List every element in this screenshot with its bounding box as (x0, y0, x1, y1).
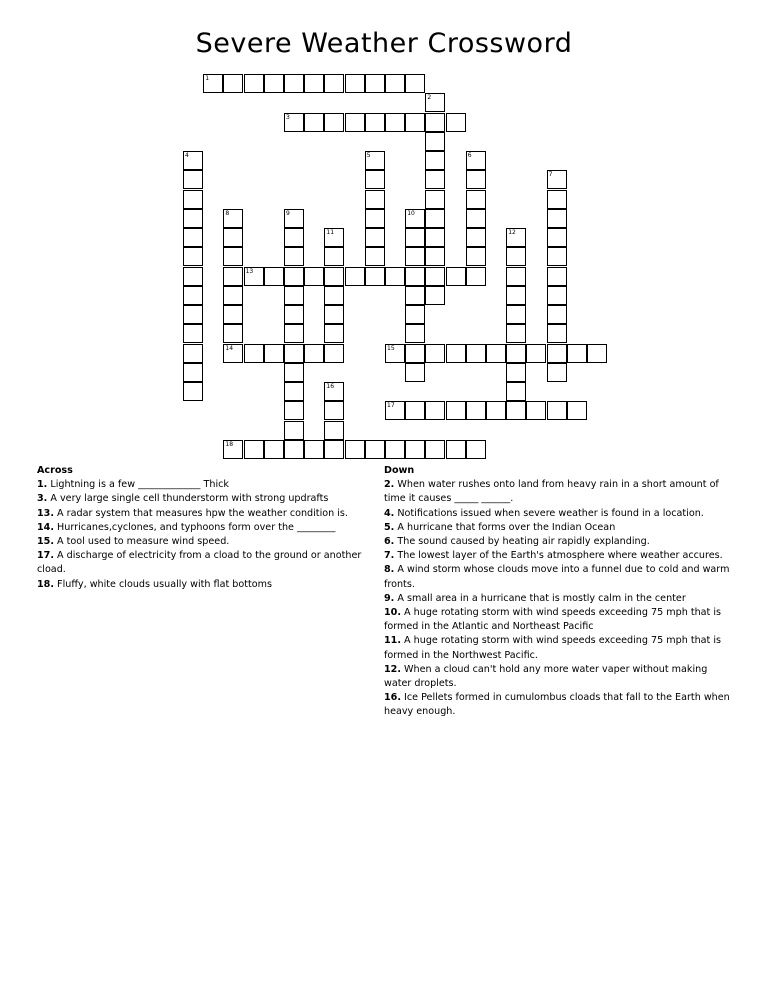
grid-cell[interactable] (324, 113, 344, 132)
cell-number: 8 (225, 209, 230, 217)
grid-cell[interactable] (284, 382, 304, 401)
clue-number: 7. (384, 550, 395, 562)
grid-cell[interactable] (405, 344, 425, 363)
grid-cell[interactable] (547, 363, 567, 382)
grid-cell[interactable] (284, 363, 304, 382)
grid-cell[interactable] (385, 113, 405, 132)
grid-cell[interactable] (506, 286, 526, 305)
grid-cell[interactable] (244, 267, 264, 286)
grid-cell[interactable] (264, 267, 284, 286)
down-clue (384, 634, 734, 662)
grid-cell[interactable] (345, 440, 365, 459)
down-clue (384, 478, 734, 506)
grid-cell[interactable] (567, 344, 587, 363)
clue-number: 18. (37, 578, 54, 590)
grid-cell[interactable] (324, 421, 344, 440)
page-title: Severe Weather Crossword (195, 28, 573, 59)
grid-cell[interactable] (425, 209, 445, 228)
clue-number: 2. (384, 479, 395, 491)
grid-cell[interactable] (425, 440, 445, 459)
clue-text: A huge rotating storm with wind speeds exceeding 75 mph that is formed in the Northwest Pacific. (384, 635, 722, 661)
grid-cell[interactable] (365, 74, 385, 93)
grid-cell[interactable] (405, 401, 425, 420)
grid-cell[interactable] (405, 363, 425, 382)
cell-number: 1 (205, 75, 210, 82)
grid-cell[interactable] (284, 228, 304, 247)
grid-cell[interactable] (183, 382, 203, 401)
down-clue (384, 507, 734, 521)
grid-cell[interactable] (466, 247, 486, 266)
grid-cell[interactable] (183, 305, 203, 324)
grid-cell[interactable] (425, 170, 445, 189)
grid-cell[interactable] (183, 363, 203, 382)
grid-cell[interactable] (365, 190, 385, 209)
grid-cell[interactable] (324, 344, 344, 363)
cell-number: 18 (225, 440, 234, 448)
grid-cell[interactable] (284, 286, 304, 305)
grid-cell[interactable] (486, 401, 506, 420)
grid-cell[interactable] (223, 440, 243, 459)
grid-cell[interactable] (284, 401, 304, 420)
grid-cell[interactable] (405, 324, 425, 343)
grid-cell[interactable] (304, 113, 324, 132)
grid-cell[interactable] (244, 344, 264, 363)
clue-text: A small area in a hurricane that is mostly calm in the center (394, 592, 686, 604)
grid-cell[interactable] (284, 113, 304, 132)
grid-cell[interactable] (425, 401, 445, 420)
grid-cell[interactable] (506, 344, 526, 363)
grid-cell[interactable] (405, 209, 425, 228)
grid-cell[interactable] (345, 113, 365, 132)
grid-cell[interactable] (203, 74, 223, 93)
grid-cell[interactable] (547, 324, 567, 343)
clue-text: Hurricanes,cyclones, and typhoons form over the ________ (54, 521, 336, 533)
grid-cell[interactable] (466, 401, 486, 420)
cell-number: 13 (245, 267, 254, 275)
down-clue-list (384, 478, 734, 719)
across-clues (37, 464, 387, 592)
clue-number: 5. (384, 521, 395, 533)
grid-cell[interactable] (365, 170, 385, 189)
clue-text: A discharge of electricity from a cload to the ground or another cload. (37, 550, 362, 576)
cell-number: 15 (387, 344, 395, 352)
grid-cell[interactable] (183, 228, 203, 247)
grid-cell[interactable] (526, 344, 546, 363)
across-clue (37, 549, 387, 577)
grid-cell[interactable] (324, 401, 344, 420)
grid-cell[interactable] (547, 190, 567, 209)
grid-cell[interactable] (425, 151, 445, 170)
grid-cell[interactable] (547, 228, 567, 247)
grid-cell[interactable] (466, 440, 486, 459)
grid-cell[interactable] (405, 228, 425, 247)
grid-cell[interactable] (506, 247, 526, 266)
grid-cell[interactable] (405, 247, 425, 266)
grid-cell[interactable] (304, 74, 324, 93)
grid-cell[interactable] (183, 344, 203, 363)
grid-cell[interactable] (324, 286, 344, 305)
grid-cell[interactable] (324, 228, 344, 247)
grid-cell[interactable] (223, 324, 243, 343)
grid-cell[interactable] (183, 247, 203, 266)
grid-cell[interactable] (365, 113, 385, 132)
grid-cell[interactable] (284, 305, 304, 324)
down-clue (384, 606, 734, 634)
cell-number: 12 (508, 229, 516, 236)
clue-text: A very large single cell thunderstorm with strong updrafts (47, 493, 329, 505)
clue-text: A tool used to measure wind speed. (54, 536, 230, 548)
cell-number: 2 (427, 94, 432, 102)
grid-cell[interactable] (183, 151, 203, 170)
grid-cell[interactable] (324, 440, 344, 459)
grid-cell[interactable] (506, 305, 526, 324)
grid-cell[interactable] (365, 267, 385, 286)
grid-cell[interactable] (385, 74, 405, 93)
grid-cell[interactable] (425, 344, 445, 363)
grid-cell[interactable] (284, 344, 304, 363)
grid-cell[interactable] (405, 74, 425, 93)
grid-cell[interactable] (425, 93, 445, 112)
grid-cell[interactable] (547, 286, 567, 305)
down-clue (384, 549, 734, 563)
grid-cell[interactable] (324, 74, 344, 93)
grid-cell[interactable] (365, 247, 385, 266)
grid-cell[interactable] (405, 440, 425, 459)
grid-cell[interactable] (284, 440, 304, 459)
clue-number: 9. (384, 592, 395, 604)
clue-number: 8. (384, 564, 395, 576)
grid-cell[interactable] (446, 267, 466, 286)
cell-number: 5 (366, 152, 371, 159)
clue-text: A huge rotating storm with wind speeds exceeding 75 mph that is formed in the Atlantic and Northeast Pacific (384, 607, 722, 633)
clue-text: A radar system that measures hpw the weather condition is. (54, 507, 348, 519)
clue-number: 12. (384, 663, 401, 675)
grid-cell[interactable] (446, 401, 466, 420)
grid-cell[interactable] (324, 305, 344, 324)
grid-cell[interactable] (284, 421, 304, 440)
grid-cell[interactable] (567, 401, 587, 420)
grid-cell[interactable] (223, 228, 243, 247)
grid-cell[interactable] (365, 440, 385, 459)
clue-number: 10. (384, 607, 401, 619)
grid-cell[interactable] (466, 228, 486, 247)
clue-number: 3. (37, 493, 48, 505)
grid-cell[interactable] (324, 382, 344, 401)
down-clue (384, 663, 734, 691)
grid-cell[interactable] (264, 440, 284, 459)
grid-cell[interactable] (365, 151, 385, 170)
grid-cell[interactable] (425, 228, 445, 247)
down-clue (384, 691, 734, 719)
grid-cell[interactable] (284, 74, 304, 93)
grid-cell[interactable] (526, 401, 546, 420)
grid-cell[interactable] (385, 267, 405, 286)
grid-cell[interactable] (425, 286, 445, 305)
across-clue (37, 478, 387, 492)
grid-cell[interactable] (304, 440, 324, 459)
grid-cell[interactable] (446, 113, 466, 132)
clue-text: The sound caused by heating air rapidly explanding. (394, 536, 650, 548)
down-heading: Down (384, 465, 415, 476)
cell-number: 10 (407, 209, 415, 217)
clue-text: The lowest layer of the Earth's atmosphere where weather accures. (394, 550, 723, 562)
grid-cell[interactable] (425, 113, 445, 132)
grid-cell[interactable] (547, 305, 567, 324)
grid-cell[interactable] (425, 132, 445, 151)
grid-cell[interactable] (425, 267, 445, 286)
grid-cell[interactable] (284, 209, 304, 228)
grid-cell[interactable] (466, 170, 486, 189)
grid-cell[interactable] (547, 170, 567, 189)
clue-text: Lightning is a few _____________ Thick (47, 479, 229, 491)
down-clue (384, 535, 734, 549)
grid-cell[interactable] (506, 382, 526, 401)
grid-cell[interactable] (385, 344, 405, 363)
grid-cell[interactable] (405, 267, 425, 286)
clue-number: 11. (384, 635, 401, 647)
grid-cell[interactable] (405, 113, 425, 132)
grid-cell[interactable] (506, 401, 526, 420)
clue-text: Notifications issued when severe weather is found in a location. (394, 507, 704, 519)
crossword-grid (0, 0, 768, 470)
grid-cell[interactable] (345, 267, 365, 286)
grid-cell[interactable] (183, 324, 203, 343)
down-clue (384, 521, 734, 535)
grid-cell[interactable] (304, 267, 324, 286)
grid-cell[interactable] (223, 247, 243, 266)
clue-text: When a cloud can't hold any more water vaper without making water droplets. (384, 663, 708, 690)
cell-number: 14 (225, 344, 234, 352)
clue-number: 1. (37, 479, 48, 491)
grid-cell[interactable] (304, 344, 324, 363)
across-clue-list (37, 478, 387, 592)
grid-cell[interactable] (446, 440, 466, 459)
grid-cell[interactable] (223, 209, 243, 228)
clue-number: 4. (384, 507, 395, 519)
grid-cell[interactable] (547, 344, 567, 363)
grid-cell[interactable] (244, 440, 264, 459)
grid-cell[interactable] (345, 74, 365, 93)
grid-cell[interactable] (506, 228, 526, 247)
grid-cell[interactable] (466, 267, 486, 286)
grid-cell[interactable] (547, 209, 567, 228)
down-clue (384, 592, 734, 606)
grid-cell[interactable] (264, 74, 284, 93)
grid-cell[interactable] (547, 247, 567, 266)
grid-cell[interactable] (425, 247, 445, 266)
grid-cell[interactable] (506, 267, 526, 286)
cell-number: 11 (326, 229, 335, 236)
grid-cell[interactable] (183, 267, 203, 286)
grid-cell[interactable] (284, 247, 304, 266)
grid-cell[interactable] (365, 228, 385, 247)
grid-cell[interactable] (547, 267, 567, 286)
clue-text: A wind storm whose clouds move into a funnel due to cold and warm fronts. (384, 564, 730, 590)
grid-cell[interactable] (446, 344, 466, 363)
grid-cell[interactable] (466, 190, 486, 209)
grid-cell[interactable] (486, 344, 506, 363)
grid-cell[interactable] (183, 286, 203, 305)
grid-cell[interactable] (365, 209, 385, 228)
across-clue (37, 578, 387, 592)
grid-cell[interactable] (425, 190, 445, 209)
grid-cell[interactable] (223, 305, 243, 324)
grid-cell[interactable] (587, 344, 607, 363)
grid-cell[interactable] (466, 209, 486, 228)
across-clue (37, 492, 387, 506)
across-heading: Across (37, 465, 73, 476)
grid-cell[interactable] (183, 170, 203, 189)
grid-cell[interactable] (466, 151, 486, 170)
cell-number: 17 (387, 402, 395, 410)
grid-cell[interactable] (264, 344, 284, 363)
across-clue (37, 507, 387, 521)
grid-cell[interactable] (405, 305, 425, 324)
cell-number: 6 (467, 152, 472, 159)
cell-number: 16 (326, 383, 335, 390)
clue-number: 13. (37, 507, 54, 519)
grid-cell[interactable] (385, 401, 405, 420)
grid-cell[interactable] (385, 440, 405, 459)
grid-cell[interactable] (223, 344, 243, 363)
clue-number: 6. (384, 536, 395, 548)
across-clue (37, 535, 387, 549)
grid-cell[interactable] (284, 267, 304, 286)
grid-cell[interactable] (244, 74, 264, 93)
grid-cell[interactable] (183, 209, 203, 228)
cell-number: 9 (286, 209, 290, 217)
clue-text: A hurricane that forms over the Indian Ocean (394, 521, 616, 533)
grid-cell[interactable] (223, 74, 243, 93)
cell-number: 4 (185, 152, 189, 159)
grid-cell[interactable] (183, 190, 203, 209)
grid-cell[interactable] (324, 267, 344, 286)
clue-number: 17. (37, 550, 54, 562)
across-clue (37, 521, 387, 535)
grid-cell[interactable] (547, 401, 567, 420)
cell-number: 7 (548, 171, 553, 179)
grid-cell[interactable] (324, 324, 344, 343)
down-clue (384, 563, 734, 591)
down-clues (384, 464, 734, 720)
clue-text: When water rushes onto land from heavy rain in a short amount of time it causes _____ ______. (384, 479, 719, 505)
grid-cell[interactable] (506, 363, 526, 382)
clue-text: Fluffy, white clouds usually with flat bottoms (54, 578, 272, 590)
grid-cell[interactable] (405, 286, 425, 305)
grid-cell[interactable] (223, 267, 243, 286)
grid-cell[interactable] (223, 286, 243, 305)
grid-cell[interactable] (466, 344, 486, 363)
grid-cell[interactable] (284, 324, 304, 343)
clue-number: 14. (37, 521, 54, 533)
cell-number: 3 (286, 113, 290, 121)
clue-number: 15. (37, 536, 54, 548)
grid-cell[interactable] (324, 247, 344, 266)
clue-number: 16. (384, 692, 401, 704)
grid-cell[interactable] (506, 324, 526, 343)
clue-text: Ice Pellets formed in cumulombus cloads that fall to the Earth when heavy enough. (384, 692, 730, 718)
